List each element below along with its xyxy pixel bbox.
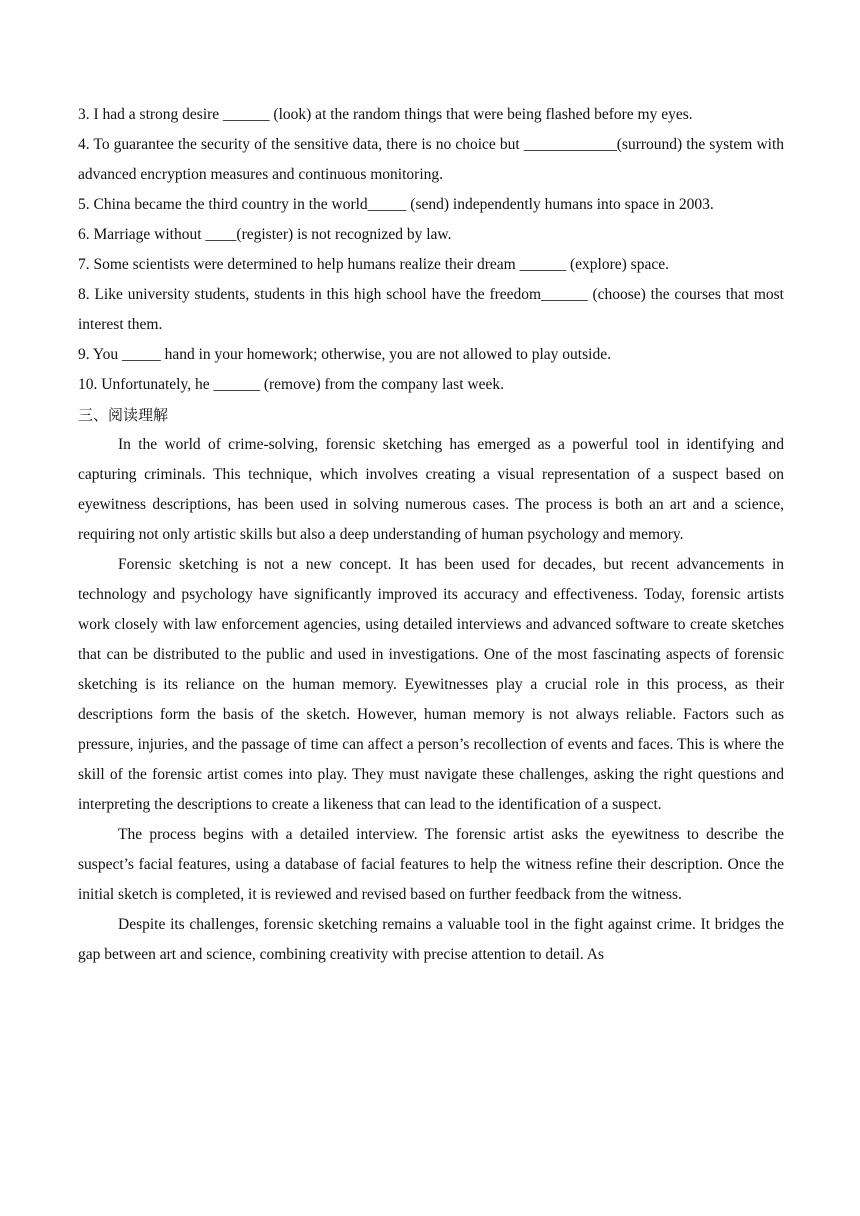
question-9: 9. You _____ hand in your homework; otherwise, you are not allowed to play outside.: [78, 346, 611, 363]
question-3: 3. I had a strong desire ______ (look) at the random things that were being flashed before my eyes.: [78, 106, 693, 123]
question-6: 6. Marriage without ____(register) is not recognized by law.: [78, 226, 452, 243]
document-page: [78, 100, 784, 970]
section-heading-reading: 三、阅读理解: [78, 406, 169, 424]
question-4: 4. To guarantee the security of the sensitive data, there is no choice but ____________(surround) the system with advanced encryption measures and continuous monitoring.: [78, 136, 784, 183]
reading-paragraph-2: Forensic sketching is not a new concept. It has been used for decades, but recent advancements in technology and psychology have significantly improved its accuracy and effectiveness. Today, forensic artists work closely with law enforcement agencies, using detailed interviews and advanced software to create sketches that can be distributed to the public and used in investigations. One of the most fascinating aspects of forensic sketching is its reliance on the human memory. Eyewitnesses play a crucial role in this process, as their descriptions form the basis of the sketch. However, human memory is not always reliable. Factors such as pressure, injuries, and the passage of time can affect a person’s recollection of events and faces. This is where the skill of the forensic artist comes into play. They must navigate these challenges, asking the right questions and interpreting the descriptions to create a likeness that can lead to the identification of a suspect.: [78, 556, 784, 813]
question-7: 7. Some scientists were determined to help humans realize their dream ______ (explore) space.: [78, 256, 669, 273]
reading-paragraph-3: The process begins with a detailed interview. The forensic artist asks the eyewitness to describe the suspect’s facial features, using a database of facial features to help the witness refine their description. Once the initial sketch is completed, it is reviewed and revised based on further feedback from the witness.: [78, 826, 784, 903]
question-8: 8. Like university students, students in this high school have the freedom______ (choose) the courses that most interest them.: [78, 286, 784, 333]
question-10: 10. Unfortunately, he ______ (remove) from the company last week.: [78, 376, 504, 393]
reading-paragraph-4: Despite its challenges, forensic sketching remains a valuable tool in the fight against crime. It bridges the gap between art and science, combining creativity with precise attention to detail. As: [78, 916, 784, 963]
reading-paragraph-1: In the world of crime-solving, forensic sketching has emerged as a powerful tool in identifying and capturing criminals. This technique, which involves creating a visual representation of a suspect based on eyewitness descriptions, has been used in solving numerous cases. The process is both an art and a science, requiring not only artistic skills but also a deep understanding of human psychology and memory.: [78, 436, 784, 543]
question-5: 5. China became the third country in the world_____ (send) independently humans into space in 2003.: [78, 196, 714, 213]
